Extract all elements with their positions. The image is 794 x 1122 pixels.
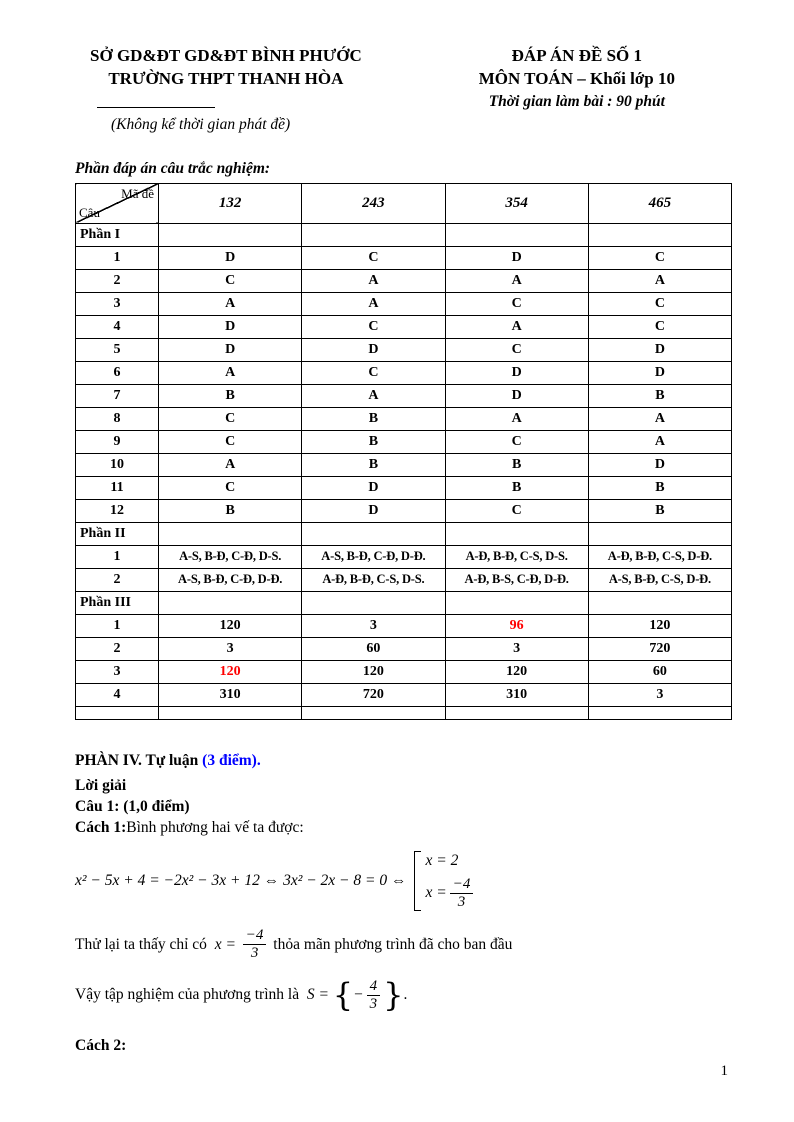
answer-cell: C [445,430,588,453]
answer-cell: D [445,246,588,269]
empty-cell [445,591,588,614]
table-row [76,361,732,384]
table-row [76,407,732,430]
table-row [76,568,732,591]
column-header: 243 [302,183,445,223]
answer-cell: A [159,292,302,315]
answer-cell: D [588,453,731,476]
corner-label-cau: Câu [79,204,100,220]
table-row [76,338,732,361]
answer-cell: A [302,292,445,315]
question-number: 3 [76,292,159,315]
answer-cell: C [159,407,302,430]
answer-cell: B [159,384,302,407]
method2-label: Cách 2: [75,1036,127,1054]
answer-cell: C [159,430,302,453]
header-rule [97,107,215,108]
answer-cell: 3 [159,637,302,660]
answer-cell: B [588,499,731,522]
document-header [75,45,731,134]
empty-cell [445,706,588,719]
open-brace: { [332,975,354,1014]
question-number: 1 [76,545,159,568]
exam-note: (Không kể thời gian phát đề) [111,115,291,133]
table-row [76,292,732,315]
answer-cell: B [302,430,445,453]
question-number: 2 [76,637,159,660]
section-row [76,522,732,545]
answer-cell: 96 [445,614,588,637]
answer-cell: B [445,453,588,476]
answer-cell: A-S, B-Đ, C-S, D-Đ. [588,568,731,591]
answer-cell: A [159,361,302,384]
page-number: 1 [720,1063,728,1079]
answer-cell: C [445,292,588,315]
section-label: Phần I [76,223,159,246]
answer-cell: D [302,338,445,361]
table-row [76,660,732,683]
question-number: 2 [76,568,159,591]
answer-cell: A-Đ, B-S, C-Đ, D-Đ. [445,568,588,591]
column-header: 354 [445,183,588,223]
question-number: 8 [76,407,159,430]
empty-cell [159,223,302,246]
corner-label-ma-de: Mã đề [121,185,154,201]
answer-cell: C [445,338,588,361]
question-number: 2 [76,269,159,292]
exam-duration: Thời gian làm bài : 90 phút [488,92,665,110]
equation-lhs: x² − 5x + 4 = −2x² − 3x + 12 ⇔ 3x² − 2x − 8 = 0 ⇔ [75,872,407,890]
answer-cell: D [588,361,731,384]
question-number: 3 [76,660,159,683]
left-bracket-icon [414,851,421,912]
empty-row [76,706,732,719]
question-number: 9 [76,430,159,453]
section-row [76,223,732,246]
answer-cell: A-S, B-Đ, C-Đ, D-Đ. [302,545,445,568]
part4-heading [75,752,731,770]
empty-cell [302,706,445,719]
answer-cell: 310 [159,683,302,706]
answer-cell: B [302,453,445,476]
column-header: 465 [588,183,731,223]
answer-table [75,183,732,720]
table-row [76,384,732,407]
part4-title: PHÀN IV. Tự luận [75,751,203,769]
table-row [76,315,732,338]
case-x-equals-2: x = 2 [425,851,459,869]
header-right-block [423,45,731,134]
table-row [76,637,732,660]
answer-cell: 310 [445,683,588,706]
answer-cell: A [588,430,731,453]
method1-line [75,819,731,837]
question-number: 1 [76,614,159,637]
answer-cell: C [302,361,445,384]
table-row [76,683,732,706]
fraction: $\frac{-4}{3}$ [243,927,267,962]
empty-cell [588,591,731,614]
empty-cell [445,223,588,246]
answer-cell: D [159,246,302,269]
answer-cell: C [159,476,302,499]
answer-cell: D [588,338,731,361]
subject-grade: MÔN TOÁN – Khối lớp 10 [478,68,675,88]
answer-cell: A-S, B-Đ, C-Đ, D-S. [159,545,302,568]
answer-cell: 3 [302,614,445,637]
answer-cell: A [159,453,302,476]
case-x-equals-frac: x = $\frac{-4}{3}$ [425,876,476,911]
empty-cell [588,522,731,545]
answer-cell: 720 [302,683,445,706]
question-number: 1 [76,246,159,269]
answer-cell: A [445,269,588,292]
empty-cell [159,522,302,545]
table-row [76,453,732,476]
answer-cell: 120 [159,660,302,683]
answer-cell: 60 [588,660,731,683]
column-header: 132 [159,183,302,223]
answer-cell: C [445,499,588,522]
table-row [76,614,732,637]
answer-cell: 60 [302,637,445,660]
question-number: 7 [76,384,159,407]
question-number: 10 [76,453,159,476]
table-row [76,499,732,522]
question-number: 12 [76,499,159,522]
answer-cell: D [445,361,588,384]
empty-cell [159,591,302,614]
answer-cell: D [445,384,588,407]
answer-cell: 3 [588,683,731,706]
answer-cell: A [588,269,731,292]
empty-cell [302,522,445,545]
part4-points: (3 điểm). [202,751,261,769]
question-number: 6 [76,361,159,384]
table-row [76,246,732,269]
department-name: SỞ GD&ĐT GD&ĐT BÌNH PHƯỚC [90,46,362,65]
section-label: Phần II [76,522,159,545]
answer-cell: 120 [159,614,302,637]
answer-cell: 720 [588,637,731,660]
answer-cell: C [302,315,445,338]
question-number: 5 [76,338,159,361]
equation-line [75,851,731,912]
answer-key-title: ĐÁP ÁN ĐỀ SỐ 1 [511,46,643,65]
section-row [76,591,732,614]
question-number: 11 [76,476,159,499]
empty-cell [588,223,731,246]
solution-heading: Lời giải [75,776,127,794]
verification-line: Thử lại ta thấy chỉ có x = $\frac{-4}{3}$ thỏa mãn phương trình đã cho ban đầu [75,927,513,962]
answer-cell: B [588,476,731,499]
answer-cell: C [302,246,445,269]
answer-cell: D [302,476,445,499]
fraction: $\frac{4}{3}$ [367,978,381,1013]
empty-cell [76,706,159,719]
solution-cases [414,851,476,912]
answer-cell: A-Đ, B-Đ, C-S, D-S. [302,568,445,591]
answer-cell: B [588,384,731,407]
question-number: 4 [76,315,159,338]
answer-cell: D [302,499,445,522]
section-label: Phần III [76,591,159,614]
fraction: $\frac{-4}{3}$ [450,876,474,911]
answer-cell: C [159,269,302,292]
answer-cell: A-Đ, B-Đ, C-S, D-Đ. [588,545,731,568]
table-row [76,476,732,499]
answer-cell: A [302,384,445,407]
empty-cell [159,706,302,719]
answer-cell: 120 [588,614,731,637]
school-name: TRƯỜNG THPT THANH HÒA [108,68,344,88]
answer-cell: B [302,407,445,430]
empty-cell [445,522,588,545]
answer-cell: 120 [302,660,445,683]
empty-cell [302,223,445,246]
answer-cell: D [159,315,302,338]
answer-cell: B [445,476,588,499]
answer-cell: A [302,269,445,292]
corner-cell [76,183,159,223]
empty-cell [588,706,731,719]
empty-cell [302,591,445,614]
answer-cell: D [159,338,302,361]
question1-heading: Câu 1: (1,0 điểm) [75,797,190,815]
answer-cell: C [588,246,731,269]
table-row [76,545,732,568]
answer-cell: A [588,407,731,430]
table-row [76,430,732,453]
close-brace: } [383,975,404,1014]
conclusion-line: Vậy tập nghiệm của phương trình là S = { − $\frac{4}{3}$ } . [75,975,408,1014]
method1-label: Cách 1: [75,818,127,836]
answer-cell: A-S, B-Đ, C-Đ, D-Đ. [159,568,302,591]
question-number: 4 [76,683,159,706]
answer-table-intro: Phần đáp án câu trắc nghiệm: [75,159,271,177]
answer-cell: A-Đ, B-Đ, C-S, D-S. [445,545,588,568]
answer-cell: C [588,292,731,315]
table-row [76,269,732,292]
method1-text: Bình phương hai vế ta được: [126,818,304,836]
answer-cell: C [588,315,731,338]
table-header-row [76,183,732,223]
header-left-block [75,45,377,134]
answer-cell: A [445,315,588,338]
answer-cell: B [159,499,302,522]
answer-cell: 120 [445,660,588,683]
answer-cell: A [445,407,588,430]
answer-cell: 3 [445,637,588,660]
